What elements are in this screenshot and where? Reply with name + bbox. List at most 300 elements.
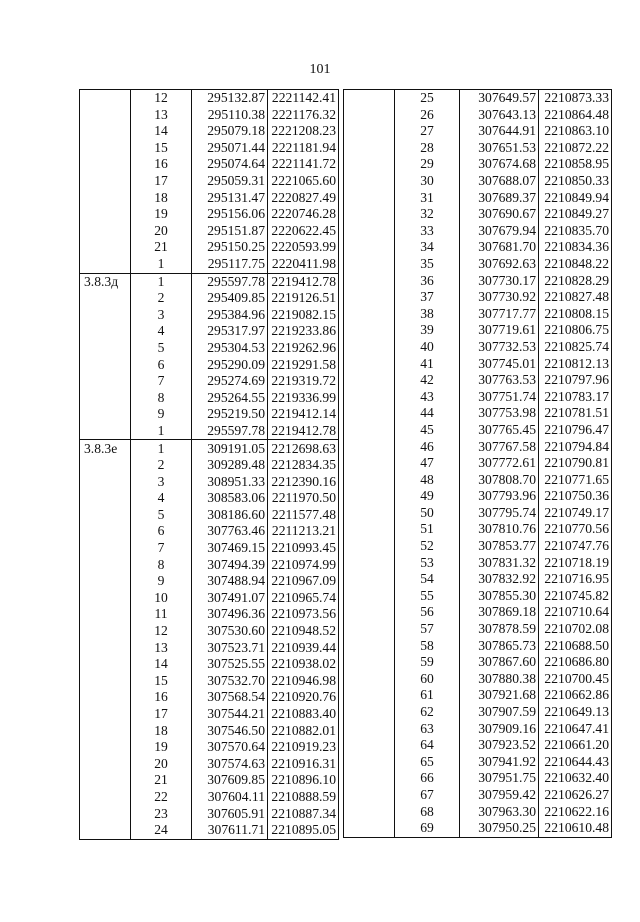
table-row xyxy=(80,756,339,773)
y-coordinate-cell: 2210863.10 xyxy=(544,123,609,139)
point-number-cell: 27 xyxy=(395,123,460,140)
x-coordinate-cell: 308186.60 xyxy=(192,507,268,524)
y-coordinate-cell: 2210770.56 xyxy=(544,521,609,537)
point-number-cell: 13 xyxy=(131,107,192,124)
y-coordinate-cell: 2210896.10 xyxy=(271,772,336,788)
point-number-cell: 52 xyxy=(395,538,460,555)
x-coordinate-cell: 307950.25 xyxy=(460,820,539,837)
x-coordinate-cell: 307574.63 xyxy=(192,756,268,773)
x-coordinate-cell: 307853.77 xyxy=(460,538,539,555)
point-number-cell: 61 xyxy=(395,687,460,704)
x-coordinate-cell: 307832.92 xyxy=(460,571,539,588)
point-number-cell: 23 xyxy=(131,806,192,823)
section-cell xyxy=(344,140,395,157)
x-coordinate-cell: 307772.61 xyxy=(460,455,539,472)
y-coordinate-cell: 2210827.48 xyxy=(544,289,609,305)
table-row xyxy=(344,787,612,804)
table-row xyxy=(344,571,612,588)
x-coordinate-cell: 307523.71 xyxy=(192,640,268,657)
point-number-cell: 4 xyxy=(131,323,192,340)
section-cell xyxy=(344,339,395,356)
y-coordinate-cell: 2221142.41 xyxy=(271,90,336,106)
x-coordinate-cell: 295131.47 xyxy=(192,190,268,207)
y-coordinate-cell: 2210974.99 xyxy=(271,556,336,572)
x-coordinate-cell: 309191.05 xyxy=(192,440,268,457)
section-cell xyxy=(344,206,395,223)
x-coordinate-cell: 307751.74 xyxy=(460,389,539,406)
section-cell xyxy=(80,290,131,307)
x-coordinate-cell: 295409.85 xyxy=(192,290,268,307)
table-row xyxy=(344,770,612,787)
x-coordinate-cell: 307753.98 xyxy=(460,405,539,422)
table-row xyxy=(80,173,339,190)
point-number-cell: 20 xyxy=(131,756,192,773)
x-coordinate-cell: 307963.30 xyxy=(460,804,539,821)
table-row xyxy=(344,820,612,837)
y-coordinate-cell: 2219262.96 xyxy=(271,339,336,355)
x-coordinate-cell: 295151.87 xyxy=(192,223,268,240)
table-row xyxy=(344,654,612,671)
x-coordinate-cell: 307808.70 xyxy=(460,472,539,489)
section-cell xyxy=(80,806,131,823)
y-coordinate-cell: 2210797.96 xyxy=(544,372,609,388)
point-number-cell: 6 xyxy=(131,523,192,540)
section-cell xyxy=(80,540,131,557)
section-cell xyxy=(344,422,395,439)
point-number-cell: 12 xyxy=(131,623,192,640)
table-row xyxy=(80,90,339,107)
point-number-cell: 9 xyxy=(131,573,192,590)
table-row xyxy=(80,806,339,823)
x-coordinate-cell: 307530.60 xyxy=(192,623,268,640)
section-cell xyxy=(344,754,395,771)
point-number-cell: 8 xyxy=(131,390,192,407)
section-cell xyxy=(80,323,131,340)
table-row xyxy=(80,223,339,240)
y-coordinate-cell: 2219291.58 xyxy=(271,356,336,372)
table-row xyxy=(344,721,612,738)
point-number-cell: 7 xyxy=(131,540,192,557)
y-coordinate-cell: 2219412.78 xyxy=(268,273,339,290)
point-number-cell: 69 xyxy=(395,820,460,837)
section-cell xyxy=(344,239,395,256)
table-row xyxy=(80,457,339,474)
point-number-cell: 18 xyxy=(131,723,192,740)
y-coordinate-cell: 2210702.08 xyxy=(544,621,609,637)
y-coordinate-cell: 2210808.15 xyxy=(544,305,609,321)
point-number-cell: 44 xyxy=(395,405,460,422)
x-coordinate-cell: 307941.92 xyxy=(460,754,539,771)
section-cell xyxy=(344,273,395,290)
point-number-cell: 4 xyxy=(131,490,192,507)
section-cell xyxy=(80,739,131,756)
y-coordinate-cell: 2212698.63 xyxy=(268,440,339,457)
point-number-cell: 47 xyxy=(395,455,460,472)
table-row xyxy=(80,640,339,657)
point-number-cell: 2 xyxy=(131,290,192,307)
x-coordinate-cell: 307765.45 xyxy=(460,422,539,439)
table-row xyxy=(344,588,612,605)
table-row xyxy=(80,656,339,673)
table-row xyxy=(344,239,612,256)
point-number-cell: 40 xyxy=(395,339,460,356)
y-coordinate-cell: 2221181.94 xyxy=(271,139,336,155)
y-coordinate-cell: 2211577.48 xyxy=(271,506,336,522)
section-cell xyxy=(344,156,395,173)
point-number-cell: 51 xyxy=(395,521,460,538)
point-number-cell: 3 xyxy=(131,307,192,324)
point-number-cell: 8 xyxy=(131,557,192,574)
y-coordinate-cell: 2210710.64 xyxy=(544,604,609,620)
section-cell xyxy=(80,640,131,657)
point-number-cell: 56 xyxy=(395,604,460,621)
table-row xyxy=(80,822,339,839)
point-number-cell: 1 xyxy=(131,273,192,290)
y-coordinate-cell: 2210806.75 xyxy=(544,322,609,338)
x-coordinate-cell: 307651.53 xyxy=(460,140,539,157)
point-number-cell: 20 xyxy=(131,223,192,240)
table-row xyxy=(344,289,612,306)
section-cell xyxy=(80,689,131,706)
table-row xyxy=(344,322,612,339)
x-coordinate-cell: 307688.07 xyxy=(460,173,539,190)
point-number-cell: 21 xyxy=(131,239,192,256)
table-row xyxy=(80,673,339,690)
section-cell xyxy=(344,405,395,422)
section-cell xyxy=(80,789,131,806)
y-coordinate-cell: 2210835.70 xyxy=(544,222,609,238)
y-coordinate-cell: 2210973.56 xyxy=(271,606,336,622)
x-coordinate-cell: 307923.52 xyxy=(460,737,539,754)
point-number-cell: 63 xyxy=(395,721,460,738)
y-coordinate-cell: 2210834.36 xyxy=(544,239,609,255)
y-coordinate-cell: 2221176.32 xyxy=(271,106,336,122)
point-number-cell: 9 xyxy=(131,406,192,423)
section-cell xyxy=(80,239,131,256)
table-row xyxy=(80,156,339,173)
table-row xyxy=(344,206,612,223)
point-number-cell: 41 xyxy=(395,356,460,373)
section-cell xyxy=(80,772,131,789)
section-cell xyxy=(80,190,131,207)
y-coordinate-cell: 2210790.81 xyxy=(544,455,609,471)
point-number-cell: 5 xyxy=(131,340,192,357)
y-coordinate-cell: 2210873.33 xyxy=(544,90,609,106)
table-row xyxy=(80,723,339,740)
x-coordinate-cell: 307793.96 xyxy=(460,488,539,505)
x-coordinate-cell: 307869.18 xyxy=(460,604,539,621)
point-number-cell: 50 xyxy=(395,505,460,522)
y-coordinate-cell: 2210967.09 xyxy=(271,573,336,589)
point-number-cell: 21 xyxy=(131,772,192,789)
x-coordinate-cell: 307909.16 xyxy=(460,721,539,738)
y-coordinate-cell: 2210872.22 xyxy=(544,139,609,155)
x-coordinate-cell: 295117.75 xyxy=(192,256,268,273)
table-row xyxy=(80,423,339,440)
point-number-cell: 65 xyxy=(395,754,460,771)
section-cell xyxy=(80,457,131,474)
point-number-cell: 37 xyxy=(395,289,460,306)
point-number-cell: 2 xyxy=(131,457,192,474)
x-coordinate-cell: 307880.38 xyxy=(460,671,539,688)
table-row xyxy=(80,123,339,140)
point-number-cell: 1 xyxy=(131,440,192,457)
section-cell xyxy=(80,573,131,590)
y-coordinate-cell: 2210750.36 xyxy=(544,488,609,504)
section-cell xyxy=(80,90,131,107)
y-coordinate-cell: 2210649.13 xyxy=(544,704,609,720)
point-number-cell: 7 xyxy=(131,373,192,390)
table-row xyxy=(344,704,612,721)
y-coordinate-cell: 2210812.13 xyxy=(544,355,609,371)
x-coordinate-cell: 307867.60 xyxy=(460,654,539,671)
y-coordinate-cell: 2210647.41 xyxy=(544,720,609,736)
y-coordinate-cell: 2210849.27 xyxy=(544,206,609,222)
y-coordinate-cell: 2210850.33 xyxy=(544,173,609,189)
section-cell xyxy=(80,340,131,357)
y-coordinate-cell: 2210883.40 xyxy=(271,706,336,722)
section-cell xyxy=(344,488,395,505)
x-coordinate-cell: 295384.96 xyxy=(192,307,268,324)
point-number-cell: 36 xyxy=(395,273,460,290)
x-coordinate-cell: 307831.32 xyxy=(460,555,539,572)
x-coordinate-cell: 307689.37 xyxy=(460,190,539,207)
x-coordinate-cell: 307609.85 xyxy=(192,772,268,789)
point-number-cell: 58 xyxy=(395,638,460,655)
table-row xyxy=(80,406,339,423)
table-row xyxy=(80,140,339,157)
table-row xyxy=(344,538,612,555)
x-coordinate-cell: 307681.70 xyxy=(460,239,539,256)
x-coordinate-cell: 295317.97 xyxy=(192,323,268,340)
x-coordinate-cell: 307730.17 xyxy=(460,273,539,290)
y-coordinate-cell: 2210848.22 xyxy=(544,255,609,271)
table-row xyxy=(344,140,612,157)
x-coordinate-cell: 307795.74 xyxy=(460,505,539,522)
point-number-cell: 16 xyxy=(131,689,192,706)
point-number-cell: 12 xyxy=(131,90,192,107)
x-coordinate-cell: 307604.11 xyxy=(192,789,268,806)
section-cell xyxy=(344,654,395,671)
section-cell xyxy=(344,356,395,373)
y-coordinate-cell: 2219082.15 xyxy=(271,306,336,322)
y-coordinate-cell: 2210919.23 xyxy=(271,739,336,755)
y-coordinate-cell: 2210849.94 xyxy=(544,189,609,205)
section-cell xyxy=(344,538,395,555)
x-coordinate-cell: 307532.70 xyxy=(192,673,268,690)
y-coordinate-cell: 2210965.74 xyxy=(271,589,336,605)
section-cell xyxy=(344,704,395,721)
table-row xyxy=(80,290,339,307)
x-coordinate-cell: 295110.38 xyxy=(192,107,268,124)
table-row xyxy=(80,490,339,507)
x-coordinate-cell: 309289.48 xyxy=(192,457,268,474)
y-coordinate-cell: 2210716.95 xyxy=(544,571,609,587)
x-coordinate-cell: 307692.63 xyxy=(460,256,539,273)
x-coordinate-cell: 295079.18 xyxy=(192,123,268,140)
x-coordinate-cell: 307719.61 xyxy=(460,322,539,339)
table-row xyxy=(80,373,339,390)
section-cell xyxy=(344,438,395,455)
section-cell xyxy=(344,787,395,804)
section-cell xyxy=(344,804,395,821)
point-number-cell: 55 xyxy=(395,588,460,605)
section-cell xyxy=(80,706,131,723)
section-cell xyxy=(80,590,131,607)
x-coordinate-cell: 295597.78 xyxy=(192,273,268,290)
section-cell xyxy=(344,389,395,406)
table-row xyxy=(344,687,612,704)
section-cell xyxy=(80,206,131,223)
section-cell xyxy=(344,173,395,190)
point-number-cell: 28 xyxy=(395,140,460,157)
point-number-cell: 64 xyxy=(395,737,460,754)
point-number-cell: 19 xyxy=(131,739,192,756)
section-cell xyxy=(344,505,395,522)
table-row xyxy=(80,323,339,340)
y-coordinate-cell: 2210938.02 xyxy=(271,656,336,672)
point-number-cell: 43 xyxy=(395,389,460,406)
point-number-cell: 38 xyxy=(395,306,460,323)
table-row xyxy=(80,772,339,789)
point-number-cell: 1 xyxy=(131,423,192,440)
point-number-cell: 14 xyxy=(131,656,192,673)
point-number-cell: 60 xyxy=(395,671,460,688)
table-row xyxy=(344,737,612,754)
point-number-cell: 31 xyxy=(395,190,460,207)
y-coordinate-cell: 2219233.86 xyxy=(271,323,336,339)
table-row xyxy=(80,357,339,374)
point-number-cell: 5 xyxy=(131,507,192,524)
section-cell xyxy=(80,390,131,407)
section-cell xyxy=(344,721,395,738)
point-number-cell: 53 xyxy=(395,555,460,572)
section-cell xyxy=(344,190,395,207)
x-coordinate-cell: 307855.30 xyxy=(460,588,539,605)
x-coordinate-cell: 307745.01 xyxy=(460,356,539,373)
x-coordinate-cell: 307469.15 xyxy=(192,540,268,557)
point-number-cell: 59 xyxy=(395,654,460,671)
y-coordinate-cell: 2219412.78 xyxy=(271,422,336,438)
x-coordinate-cell: 308583.06 xyxy=(192,490,268,507)
section-cell: 3.8.3е xyxy=(80,440,131,457)
table-row xyxy=(80,206,339,223)
section-cell xyxy=(344,588,395,605)
table-row xyxy=(344,90,612,107)
x-coordinate-cell: 307525.55 xyxy=(192,656,268,673)
y-coordinate-cell: 2210882.01 xyxy=(271,722,336,738)
section-cell xyxy=(344,455,395,472)
table-row xyxy=(80,523,339,540)
point-number-cell: 24 xyxy=(131,822,192,839)
y-coordinate-cell: 2210644.43 xyxy=(544,753,609,769)
y-coordinate-cell: 2210920.76 xyxy=(271,689,336,705)
table-row xyxy=(80,623,339,640)
point-number-cell: 33 xyxy=(395,223,460,240)
point-number-cell: 19 xyxy=(131,206,192,223)
x-coordinate-cell: 307921.68 xyxy=(460,687,539,704)
section-cell xyxy=(344,107,395,124)
x-coordinate-cell: 307763.53 xyxy=(460,372,539,389)
section-cell xyxy=(344,306,395,323)
table-row xyxy=(344,804,612,821)
page-number: 101 xyxy=(309,62,331,77)
section-cell xyxy=(80,107,131,124)
table-row xyxy=(344,273,612,290)
table-row xyxy=(80,273,339,290)
table-row xyxy=(80,557,339,574)
table-row xyxy=(80,606,339,623)
x-coordinate-cell: 308951.33 xyxy=(192,474,268,491)
point-number-cell: 15 xyxy=(131,673,192,690)
table-row xyxy=(344,173,612,190)
x-coordinate-cell: 295071.44 xyxy=(192,140,268,157)
y-coordinate-cell: 2210781.51 xyxy=(544,405,609,421)
x-coordinate-cell: 307878.59 xyxy=(460,621,539,638)
x-coordinate-cell: 307959.42 xyxy=(460,787,539,804)
point-number-cell: 57 xyxy=(395,621,460,638)
x-coordinate-cell: 307546.50 xyxy=(192,723,268,740)
x-coordinate-cell: 307649.57 xyxy=(460,90,539,107)
table-row xyxy=(344,472,612,489)
x-coordinate-cell: 307951.75 xyxy=(460,770,539,787)
x-coordinate-cell: 295059.31 xyxy=(192,173,268,190)
y-coordinate-cell: 2210718.19 xyxy=(544,554,609,570)
section-cell xyxy=(80,756,131,773)
point-number-cell: 3 xyxy=(131,474,192,491)
section-cell xyxy=(344,671,395,688)
x-coordinate-cell: 307679.94 xyxy=(460,223,539,240)
section-cell xyxy=(80,156,131,173)
y-coordinate-cell: 2210700.45 xyxy=(544,670,609,686)
table-row xyxy=(80,706,339,723)
y-coordinate-cell: 2210828.29 xyxy=(544,272,609,288)
table-row xyxy=(344,505,612,522)
y-coordinate-cell: 2210632.40 xyxy=(544,770,609,786)
point-number-cell: 66 xyxy=(395,770,460,787)
section-cell xyxy=(80,256,131,273)
y-coordinate-cell: 2210794.84 xyxy=(544,438,609,454)
point-number-cell: 35 xyxy=(395,256,460,273)
section-cell xyxy=(344,372,395,389)
point-number-cell: 26 xyxy=(395,107,460,124)
point-number-cell: 62 xyxy=(395,704,460,721)
x-coordinate-cell: 307732.53 xyxy=(460,339,539,356)
point-number-cell: 45 xyxy=(395,422,460,439)
point-number-cell: 17 xyxy=(131,173,192,190)
table-row xyxy=(344,438,612,455)
x-coordinate-cell: 295156.06 xyxy=(192,206,268,223)
y-coordinate-cell: 2210895.05 xyxy=(271,822,336,838)
point-number-cell: 48 xyxy=(395,472,460,489)
section-cell xyxy=(344,472,395,489)
x-coordinate-cell: 307611.71 xyxy=(192,822,268,839)
table-row xyxy=(80,440,339,457)
y-coordinate-cell: 2219336.99 xyxy=(271,389,336,405)
point-number-cell: 22 xyxy=(131,789,192,806)
y-coordinate-cell: 2210864.48 xyxy=(544,106,609,122)
section-cell xyxy=(344,256,395,273)
section-cell xyxy=(80,623,131,640)
y-coordinate-cell: 2210771.65 xyxy=(544,471,609,487)
section-cell xyxy=(344,289,395,306)
table-row xyxy=(344,521,612,538)
point-number-cell: 29 xyxy=(395,156,460,173)
section-cell xyxy=(344,737,395,754)
point-number-cell: 14 xyxy=(131,123,192,140)
section-cell xyxy=(344,687,395,704)
y-coordinate-cell: 2210888.59 xyxy=(271,788,336,804)
